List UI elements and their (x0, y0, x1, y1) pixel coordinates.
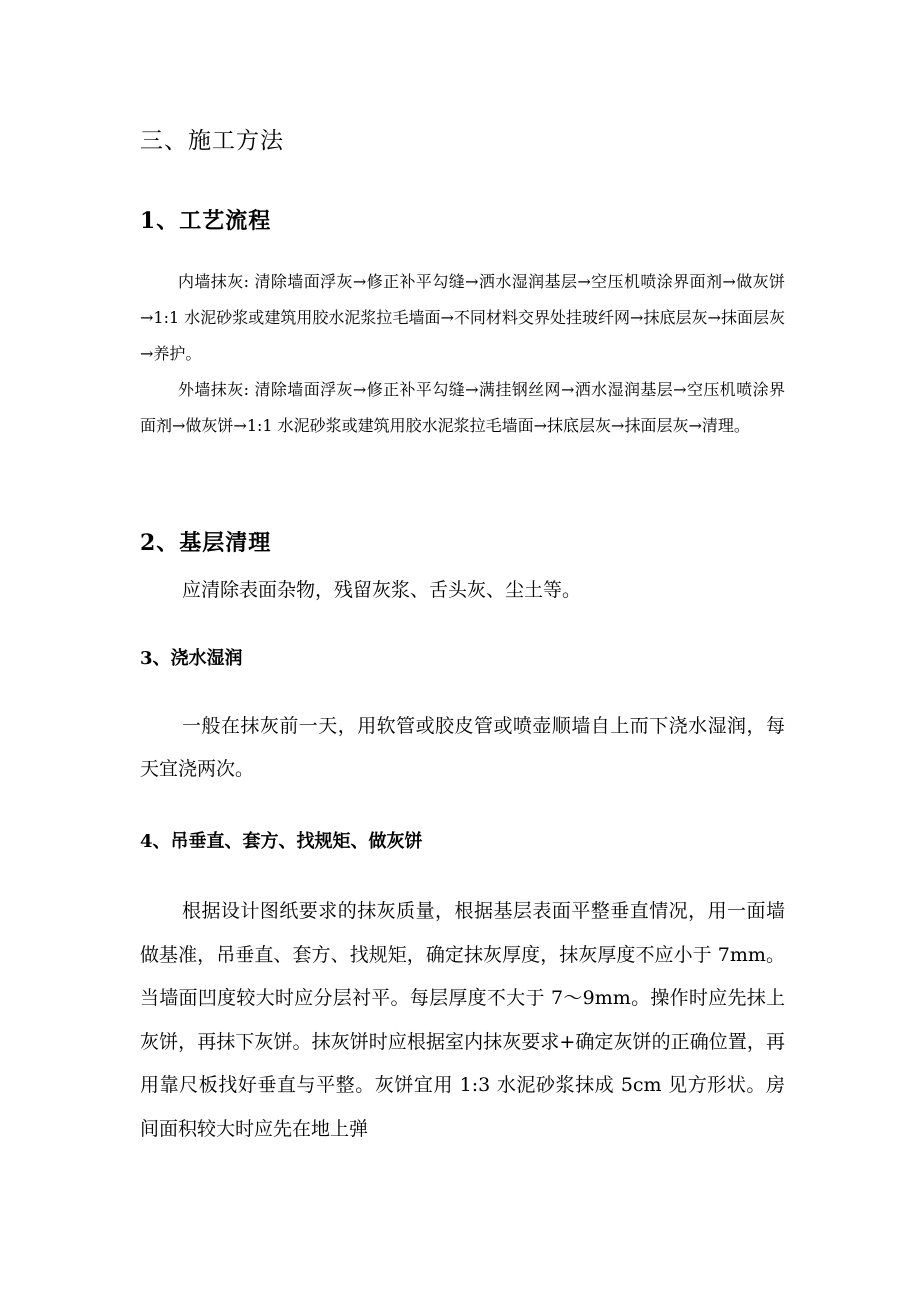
paragraph-watering: 一般在抹灰前一天，用软管或胶皮管或喷壶顺墙自上而下浇水湿润，每天宜浇两次。 (140, 715, 785, 780)
paragraph-base-cleaning: 应清除表面杂物，残留灰浆、舌头灰、尘土等。 (182, 579, 582, 601)
heading-base-cleaning: 2、基层清理 (140, 530, 272, 556)
paragraph-plumb-square-markers: 根据设计图纸要求的抹灰质量，根据基层表面平整垂直情况，用一面墙做基准，吊垂直、套方、找规矩，确定抹灰厚度，抹灰厚度不应小于 7mm。当墙面凹度较大时应分层衬平。每层厚度不大于 7～9mm。操作时应先抹上灰饼，再抹下灰饼。抹灰饼时应根据室内抹灰要求+确定灰饼的正确位置，再用靠尺板找好垂直与平整。灰饼宜用 1:3 水泥砂浆抹成 5cm 见方形状。房间面积较大时应先在地上弹 (140, 900, 785, 1140)
heading-process-flow: 1、工艺流程 (140, 208, 272, 234)
heading-watering: 3、浇水湿润 (140, 648, 243, 669)
heading-plumb-square-markers: 4、吊垂直、套方、找规矩、做灰饼 (140, 831, 423, 852)
paragraph-exterior-plastering: 外墙抹灰: 清除墙面浮灰→修正补平勾缝→满挂钢丝网→洒水湿润基层→空压机喷涂界面剂→做灰饼→1:1 水泥砂浆或建筑用胶水泥浆拉毛墙面→抹底层灰→抹面层灰→清理。 (140, 380, 785, 435)
section-title: 三、施工方法 (140, 128, 284, 154)
paragraph-interior-plastering: 内墙抹灰: 清除墙面浮灰→修正补平勾缝→洒水湿润基层→空压机喷涂界面剂→做灰饼→1:1 水泥砂浆或建筑用胶水泥浆拉毛墙面→不同材料交界处挂玻纤网→抹底层灰→抹面层灰→养护。 (140, 272, 785, 363)
